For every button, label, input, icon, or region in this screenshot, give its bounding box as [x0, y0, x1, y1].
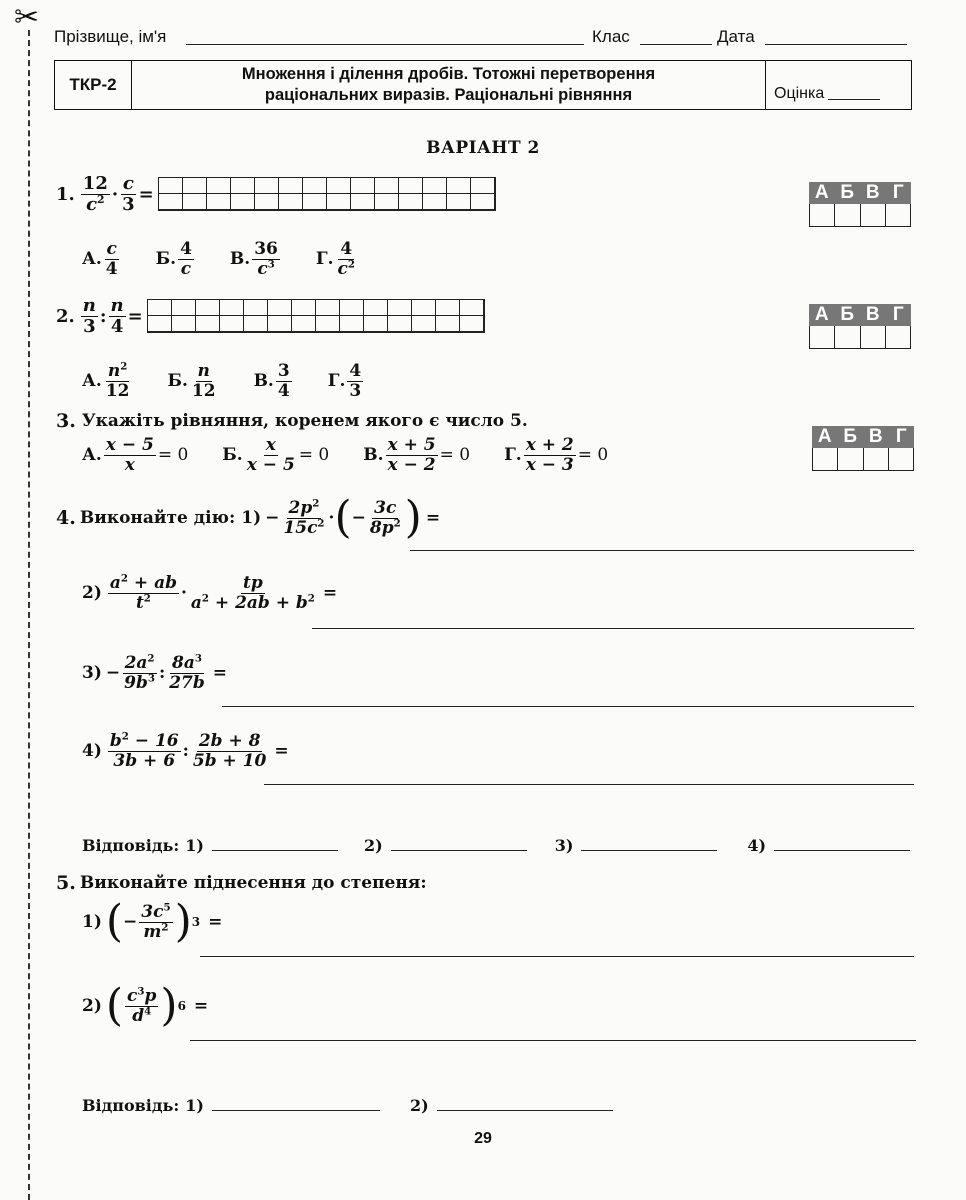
task5-answer-label: Відповідь:	[82, 1096, 180, 1115]
grid-cell[interactable]	[375, 178, 399, 194]
task1-option-d[interactable]: Г. $\frac{4}{c^2}$	[315, 239, 355, 279]
task2-b-num: n	[110, 295, 124, 316]
task5-p1-answer-line[interactable]	[200, 956, 914, 957]
grid-cell[interactable]	[244, 300, 268, 316]
task1-eq: =	[138, 183, 154, 205]
task3-answer-box[interactable]: А Б В Г	[812, 426, 914, 471]
grid-cell[interactable]	[316, 300, 340, 316]
task3-number: 3.	[56, 410, 76, 432]
task5-question	[56, 872, 427, 894]
grid-cell[interactable]	[172, 300, 196, 316]
task4-answer-1[interactable]	[212, 850, 338, 851]
task1-option-c[interactable]: В. $\frac{36}{c^3}$	[229, 239, 278, 279]
task4-answer-label: Відповідь:	[82, 836, 180, 855]
grid-cell[interactable]	[340, 316, 364, 332]
grid-cell[interactable]	[244, 316, 268, 332]
grid-cell[interactable]	[447, 178, 471, 194]
grid-cell[interactable]	[460, 300, 484, 316]
task2-number: 2.	[56, 305, 75, 327]
grid-cell[interactable]	[327, 178, 351, 194]
grid-cell[interactable]	[447, 194, 471, 210]
grid-cell[interactable]	[388, 316, 412, 332]
task2-option-a[interactable]: А. $\frac{n^2}{12}$	[82, 360, 130, 401]
task3-option-d[interactable]: Г. $\frac{x + 2}{x - 3}$ = 0	[504, 435, 609, 475]
task2-options	[82, 362, 399, 400]
task2-answer-grid[interactable]	[147, 299, 485, 333]
grid-cell[interactable]	[183, 194, 207, 210]
grid-cell[interactable]	[471, 194, 495, 210]
grid-cell[interactable]	[316, 316, 340, 332]
grid-cell[interactable]	[423, 178, 447, 194]
grid-cell[interactable]	[471, 178, 495, 194]
grid-cell[interactable]	[351, 194, 375, 210]
scissors-icon: ✂	[14, 0, 40, 35]
task2-b-den: 4	[110, 315, 124, 337]
grid-cell[interactable]	[172, 316, 196, 332]
test-title-line2: раціональних виразів. Раціональні рівняння	[264, 86, 633, 104]
grid-cell[interactable]	[327, 194, 351, 210]
grid-cell[interactable]	[340, 300, 364, 316]
grid-cell[interactable]	[412, 300, 436, 316]
task4-answer-3[interactable]	[581, 850, 717, 851]
grid-cell[interactable]	[279, 194, 303, 210]
task1-answer-grid[interactable]	[158, 177, 496, 211]
grid-cell[interactable]	[351, 178, 375, 194]
cut-line	[28, 30, 30, 1200]
page-number: 29	[474, 1130, 492, 1147]
grid-cell[interactable]	[220, 300, 244, 316]
grid-cell[interactable]	[364, 300, 388, 316]
grid-cell[interactable]	[412, 316, 436, 332]
grid-cell[interactable]	[423, 194, 447, 210]
task1-options	[82, 240, 393, 278]
grid-cell[interactable]	[183, 178, 207, 194]
task1-option-a[interactable]: А. $\frac{c}{4}$	[82, 239, 118, 279]
grid-cell[interactable]	[292, 300, 316, 316]
task1-option-b[interactable]: Б. $\frac{4}{c}$	[155, 239, 192, 279]
task1-b-num: c	[122, 173, 134, 194]
task3-option-b[interactable]: Б. $\frac{x}{x - 5}$ = 0	[222, 435, 330, 475]
task2-option-d[interactable]: Г. $\frac{4}{3}$	[327, 361, 362, 401]
task2-answer-box[interactable]: А Б В Г	[809, 304, 911, 349]
task4-answer-4[interactable]	[774, 850, 910, 851]
grade-field[interactable]	[828, 99, 880, 100]
task2-a-den: 3	[83, 315, 96, 337]
grid-cell[interactable]	[292, 316, 316, 332]
grid-cell[interactable]	[231, 194, 255, 210]
task1-answer-box[interactable]: А Б В Г	[809, 182, 911, 227]
grid-cell[interactable]	[388, 300, 412, 316]
task4-part4: 4) $\frac{b^2 - 16}{3b + 6}$ : $\frac{2b + 8}{5b + 10}$ =	[82, 730, 289, 771]
grid-cell[interactable]	[159, 178, 183, 194]
task1-expression	[56, 174, 496, 215]
class-label: Клас	[592, 27, 630, 46]
grid-cell[interactable]	[460, 316, 484, 332]
date-label: Дата	[717, 27, 755, 46]
task1-b-den: 3	[122, 193, 135, 215]
task4-p2-answer-line[interactable]	[312, 628, 914, 629]
grid-cell[interactable]	[303, 178, 327, 194]
task4-p3-answer-line[interactable]	[222, 706, 914, 707]
task5-answer-2[interactable]	[437, 1110, 613, 1111]
task3-option-a[interactable]: А. $\frac{x - 5}{x}$ = 0	[82, 435, 189, 475]
grid-cell[interactable]	[196, 316, 220, 332]
task1-a-num: 12	[82, 173, 108, 194]
test-title	[132, 61, 765, 109]
task4-answer-row: Відповідь: 1) 2) 3) 4)	[82, 836, 910, 855]
task2-op: :	[99, 305, 107, 327]
grid-cell[interactable]	[303, 194, 327, 210]
grid-cell[interactable]	[196, 300, 220, 316]
task4-part1: 4. Виконайте дію: 1) − $\frac{2p^2}{15c^2}$ · ( − $\frac{3c}{8p^2}$ ) =	[56, 492, 441, 543]
task5-answer-1[interactable]	[212, 1110, 380, 1111]
grid-cell[interactable]	[436, 316, 460, 332]
task4-text: Виконайте дію:	[79, 508, 236, 528]
task3-options	[82, 436, 642, 474]
task4-p4-answer-line[interactable]	[264, 784, 914, 785]
grid-cell[interactable]	[207, 178, 231, 194]
task5-answer-row: Відповідь: 1) 2)	[82, 1096, 613, 1115]
task2-option-b[interactable]: Б. $\frac{n}{12}$	[167, 361, 216, 401]
grid-cell[interactable]	[364, 316, 388, 332]
task2-expression	[56, 296, 485, 337]
task3-text: Укажіть рівняння, коренем якого є число 5.	[81, 411, 528, 431]
task4-part2: 2) $\frac{a^2 + ab}{t^2}$ · $\frac{tp}{a^2 + 2ab + b^2}$ =	[82, 572, 338, 613]
grid-cell[interactable]	[148, 300, 172, 316]
grade-label: Оцінка	[774, 85, 825, 102]
title-box	[54, 60, 912, 110]
task5-p2-answer-line[interactable]	[190, 1040, 916, 1041]
grid-cell[interactable]	[268, 316, 292, 332]
grid-cell[interactable]	[399, 178, 423, 194]
task4-number: 4.	[56, 507, 76, 529]
test-title-line1: Множення і ділення дробів. Тотожні перетворення	[241, 65, 656, 84]
task3-option-c[interactable]: В. $\frac{x + 5}{x - 2}$ = 0	[363, 435, 471, 475]
name-field[interactable]	[186, 44, 584, 45]
task4-answer-2[interactable]	[391, 850, 527, 851]
grid-cell[interactable]	[268, 300, 292, 316]
grade-cell	[765, 61, 911, 109]
grid-cell[interactable]	[255, 178, 279, 194]
name-label: Прізвище, ім'я	[54, 27, 167, 46]
date-field[interactable]	[765, 44, 907, 45]
test-code: ТКР-2	[55, 61, 132, 109]
grid-cell[interactable]	[231, 178, 255, 194]
task4-p1-answer-line[interactable]	[410, 550, 914, 551]
class-field[interactable]	[640, 44, 712, 45]
task2-option-c[interactable]: В. $\frac{3}{4}$	[253, 361, 290, 401]
task3-question	[56, 410, 528, 432]
task5-part1: 1) ( − $\frac{3c^5}{m^2}$ ) 3 =	[82, 896, 223, 947]
variant-heading: ВАРІАНТ 2	[426, 138, 540, 158]
task5-text: Виконайте піднесення до степеня:	[79, 873, 427, 893]
grid-cell[interactable]	[399, 194, 423, 210]
task2-a-num: n	[82, 295, 96, 316]
grid-cell[interactable]	[375, 194, 399, 210]
task1-a-den: $c^2$	[86, 192, 105, 215]
grid-cell[interactable]	[436, 300, 460, 316]
grid-cell[interactable]	[148, 316, 172, 332]
task1-number: 1.	[56, 183, 75, 205]
task4-part3: 3) − $\frac{2a^2}{9b^3}$ : $\frac{8a^3}{27b}$ =	[82, 652, 228, 693]
grid-cell[interactable]	[207, 194, 231, 210]
grid-cell[interactable]	[279, 178, 303, 194]
task5-part2: 2) ( $\frac{c^3p}{d^4}$ ) 6 =	[82, 980, 209, 1031]
task5-number: 5.	[56, 872, 76, 894]
grid-cell[interactable]	[255, 194, 279, 210]
grid-cell[interactable]	[159, 194, 183, 210]
grid-cell[interactable]	[220, 316, 244, 332]
task1-dot: ·	[111, 183, 119, 205]
task2-eq: =	[127, 305, 143, 327]
